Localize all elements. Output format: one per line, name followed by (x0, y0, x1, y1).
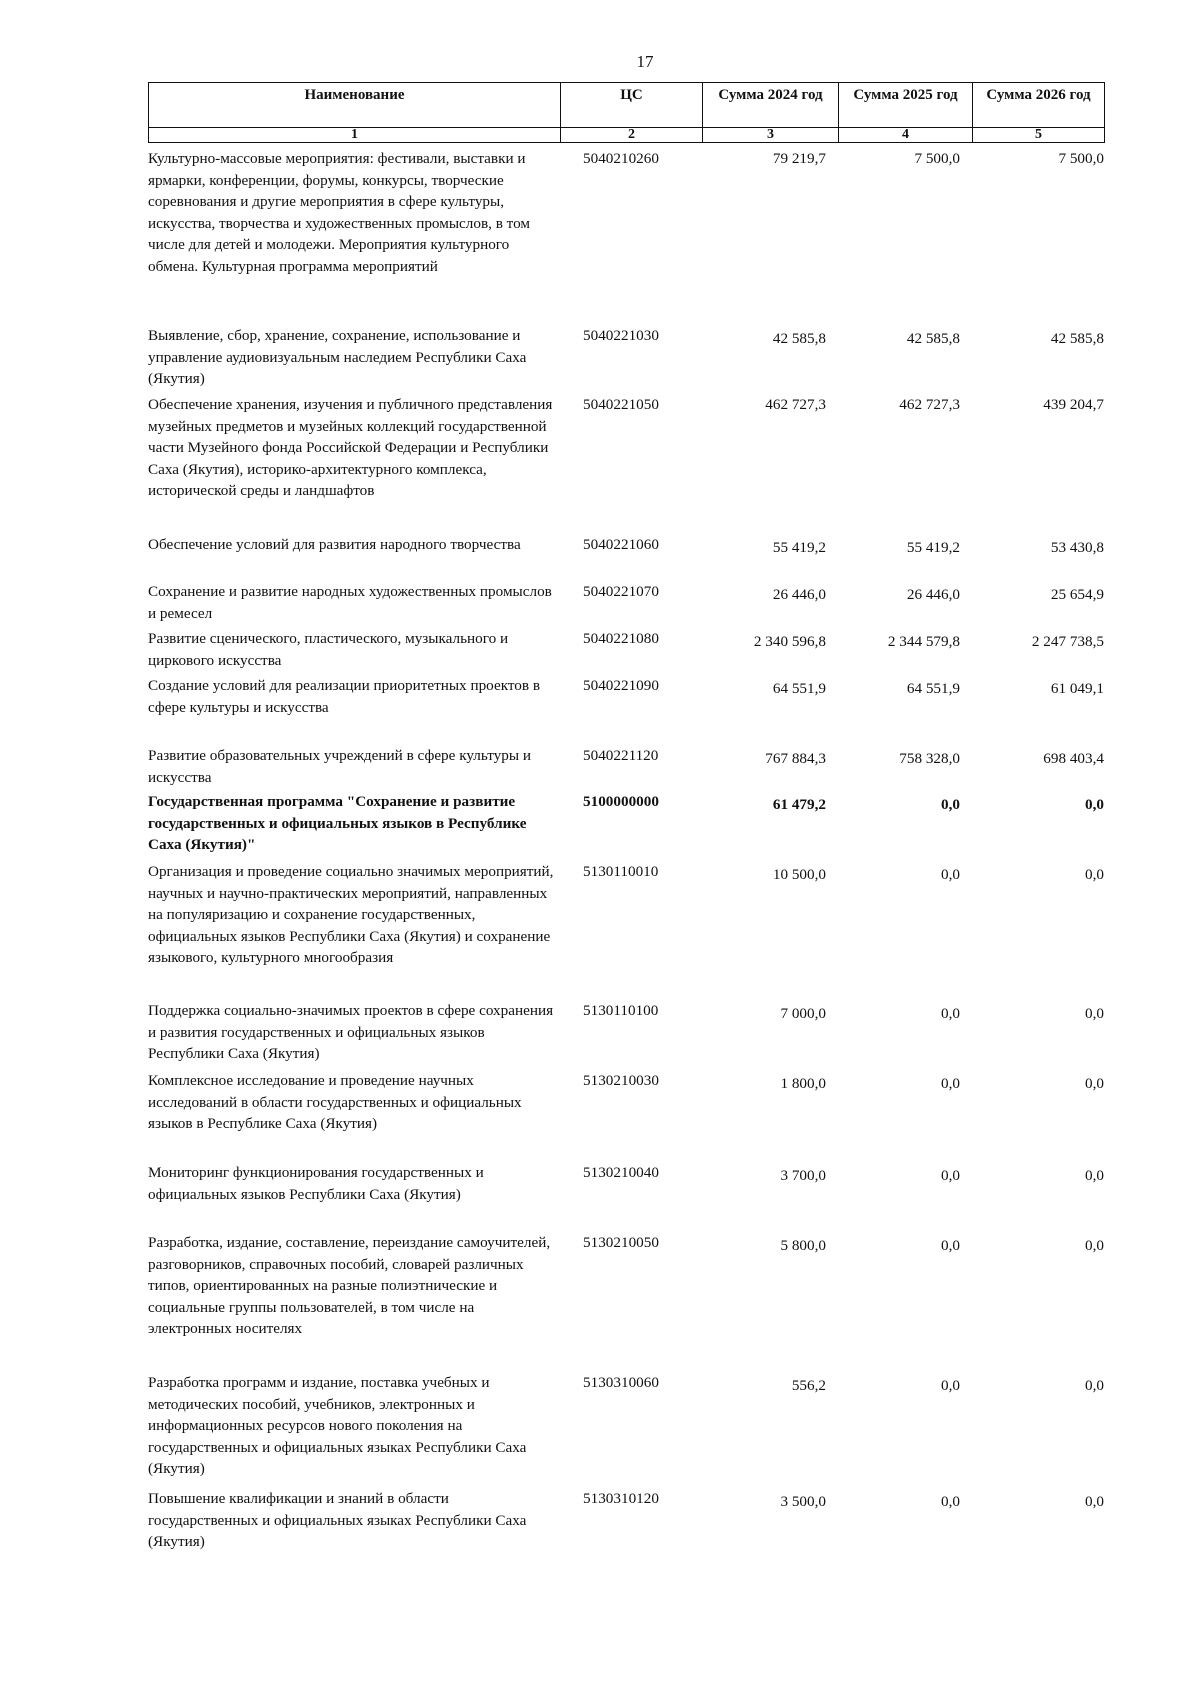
row-sum-2025: 0,0 (941, 866, 960, 883)
table-row (148, 1000, 1104, 1070)
row-cs-code: 5040221060 (583, 536, 659, 553)
row-sum-2026: 0,0 (1085, 1167, 1104, 1184)
row-cs-code: 5040210260 (583, 150, 659, 167)
row-sum-2024: 55 419,2 (772, 539, 826, 556)
row-sum-2026: 698 403,4 (1043, 750, 1104, 767)
row-name: Разработка, издание, составление, переиздание самоучителей, разговорников, справочных пособий, словарей различных типов, ориентированных на разные полиэтнические и социальные группы пользователей, в том числе на электронных носителях (148, 1234, 551, 1338)
column-header-sum-2026: Сумма 2026 год (973, 83, 1105, 128)
row-sum-2025: 0,0 (941, 1005, 960, 1022)
row-cs-code: 5130210030 (583, 1072, 659, 1089)
row-sum-2025: 758 328,0 (899, 750, 960, 767)
row-sum-2024: 3 500,0 (780, 1493, 826, 1510)
row-sum-2024: 767 884,3 (765, 750, 826, 767)
table-row (148, 1232, 1104, 1372)
row-cs-code: 5130310120 (583, 1490, 659, 1507)
row-cs-code: 5040221080 (583, 630, 659, 647)
row-sum-2024: 5 800,0 (780, 1237, 826, 1254)
row-sum-2025: 2 344 579,8 (887, 633, 960, 650)
row-name: Создание условий для реализации приоритетных проектов в сфере культуры и искусства (148, 677, 541, 716)
row-cs-code: 5040221120 (583, 747, 659, 764)
row-sum-2026: 0,0 (1085, 1237, 1104, 1254)
row-name: Государственная программа "Сохранение и развитие государственных и официальных языков в Республике Саха (Якутия)" (148, 793, 527, 854)
table-row (148, 675, 1104, 745)
row-name: Повышение квалификации и знаний в области государственных и официальных языках Республики Саха (Якутия) (148, 1490, 527, 1551)
row-sum-2024: 462 727,3 (765, 396, 826, 413)
row-name: Поддержка социально-значимых проектов в сфере сохранения и развития государственных и официальных языков Республики Саха (Якутия) (148, 1002, 554, 1063)
row-name: Обеспечение условий для развития народного творчества (148, 536, 521, 553)
table-row (148, 534, 1104, 581)
row-sum-2024: 7 000,0 (780, 1005, 826, 1022)
row-sum-2026: 0,0 (1085, 1377, 1104, 1394)
row-sum-2025: 64 551,9 (906, 680, 960, 697)
column-number-5: 5 (973, 128, 1105, 143)
table-row (148, 1372, 1104, 1488)
table-row (148, 745, 1104, 791)
row-sum-2026: 2 247 738,5 (1031, 633, 1104, 650)
row-sum-2026: 439 204,7 (1043, 396, 1104, 413)
table-row (148, 581, 1104, 628)
table-row (148, 394, 1104, 534)
row-sum-2026: 0,0 (1085, 1005, 1104, 1022)
row-sum-2024: 64 551,9 (772, 680, 826, 697)
row-sum-2026: 53 430,8 (1050, 539, 1104, 556)
row-name: Развитие образовательных учреждений в сфере культуры и искусства (148, 747, 531, 786)
row-cs-code: 5040221070 (583, 583, 659, 600)
row-sum-2026: 25 654,9 (1050, 586, 1104, 603)
table-row (148, 861, 1104, 1000)
row-sum-2025: 462 727,3 (899, 396, 960, 413)
column-header-sum-2024: Сумма 2024 год (703, 83, 839, 128)
row-sum-2025: 0,0 (941, 1075, 960, 1092)
row-sum-2024: 61 479,2 (772, 796, 826, 813)
row-name: Разработка программ и издание, поставка учебных и методических пособий, учебников, электронных и информационных ресурсов нового поколения на государственных и официальных языках Республики Саха (Якутия) (148, 1374, 527, 1478)
page-number: 17 (636, 52, 654, 71)
row-cs-code: 5040221090 (583, 677, 659, 694)
row-sum-2024: 3 700,0 (780, 1167, 826, 1184)
table-body (148, 148, 1104, 1558)
column-number-4: 4 (839, 128, 973, 143)
column-header-cs: ЦС (561, 83, 703, 128)
row-sum-2026: 0,0 (1085, 866, 1104, 883)
row-sum-2025: 0,0 (941, 1377, 960, 1394)
table-row (148, 148, 1104, 325)
row-sum-2025: 7 500,0 (914, 150, 960, 167)
table-row (148, 1070, 1104, 1162)
table-row (148, 1162, 1104, 1232)
row-name: Обеспечение хранения, изучения и публичного представления музейных предметов и музейных коллекций государственной части Музейного фонда Российской Федерации и Республики Саха (Якутия), историко-архитектурного комплекса, исторической среды и ландшафтов (148, 396, 553, 500)
row-sum-2025: 42 585,8 (906, 330, 960, 347)
row-sum-2026: 0,0 (1085, 1075, 1104, 1092)
row-sum-2024: 1 800,0 (780, 1075, 826, 1092)
row-name: Выявление, сбор, хранение, сохранение, использование и управление аудиовизуальным наследием Республики Саха (Якутия) (148, 327, 527, 388)
column-header-name: Наименование (149, 83, 561, 128)
row-cs-code: 5130310060 (583, 1374, 659, 1391)
column-number-1: 1 (149, 128, 561, 143)
row-sum-2025: 0,0 (941, 796, 960, 813)
row-cs-code: 5040221030 (583, 327, 659, 344)
row-cs-code: 5130210050 (583, 1234, 659, 1251)
row-name: Сохранение и развитие народных художественных промыслов и ремесел (148, 583, 552, 622)
row-sum-2025: 0,0 (941, 1237, 960, 1254)
column-number-3: 3 (703, 128, 839, 143)
row-sum-2026: 0,0 (1085, 796, 1104, 813)
row-sum-2024: 2 340 596,8 (753, 633, 826, 650)
table-row (148, 325, 1104, 394)
row-name: Развитие сценического, пластического, музыкального и циркового искусства (148, 630, 509, 669)
row-sum-2025: 0,0 (941, 1493, 960, 1510)
row-sum-2024: 26 446,0 (772, 586, 826, 603)
row-sum-2025: 55 419,2 (906, 539, 960, 556)
row-cs-code: 5130110010 (583, 863, 659, 880)
row-cs-code: 5130110100 (583, 1002, 659, 1019)
row-name: Культурно-массовые мероприятия: фестивали, выставки и ярмарки, конференции, форумы, конкурсы, творческие соревнования и другие мероприятия в сфере культуры, искусства, творчества и художественных промыслов, в том числе для детей и молодежи. Мероприятия культурного обмена. Культурная программа мероприятий (148, 150, 531, 275)
column-header-sum-2025: Сумма 2025 год (839, 83, 973, 128)
row-sum-2026: 42 585,8 (1050, 330, 1104, 347)
table-header (148, 82, 1105, 143)
row-sum-2024: 79 219,7 (772, 150, 826, 167)
row-sum-2024: 42 585,8 (772, 330, 826, 347)
row-sum-2024: 556,2 (791, 1377, 826, 1394)
row-cs-code: 5040221050 (583, 396, 659, 413)
row-cs-code: 5130210040 (583, 1164, 659, 1181)
row-sum-2025: 26 446,0 (906, 586, 960, 603)
row-name: Мониторинг функционирования государственных и официальных языков Республики Саха (Якутия) (148, 1164, 484, 1203)
row-sum-2026: 61 049,1 (1050, 680, 1104, 697)
column-number-2: 2 (561, 128, 703, 143)
row-sum-2024: 10 500,0 (772, 866, 826, 883)
table-row (148, 628, 1104, 675)
table-row-program (148, 791, 1104, 861)
row-name: Организация и проведение социально значимых мероприятий, научных и научно-практических мероприятий, направленных на популяризацию и сохранение государственных, официальных языков Республики Саха (Якутия) и сохранение языкового, культурного многообразия (148, 863, 554, 967)
row-name: Комплексное исследование и проведение научных исследований в области государственных и официальных языков в Республике Саха (Якутия) (148, 1072, 522, 1133)
row-sum-2026: 7 500,0 (1058, 150, 1104, 167)
row-cs-code: 5100000000 (583, 793, 659, 810)
row-sum-2025: 0,0 (941, 1167, 960, 1184)
row-sum-2026: 0,0 (1085, 1493, 1104, 1510)
table-row (148, 1488, 1104, 1558)
